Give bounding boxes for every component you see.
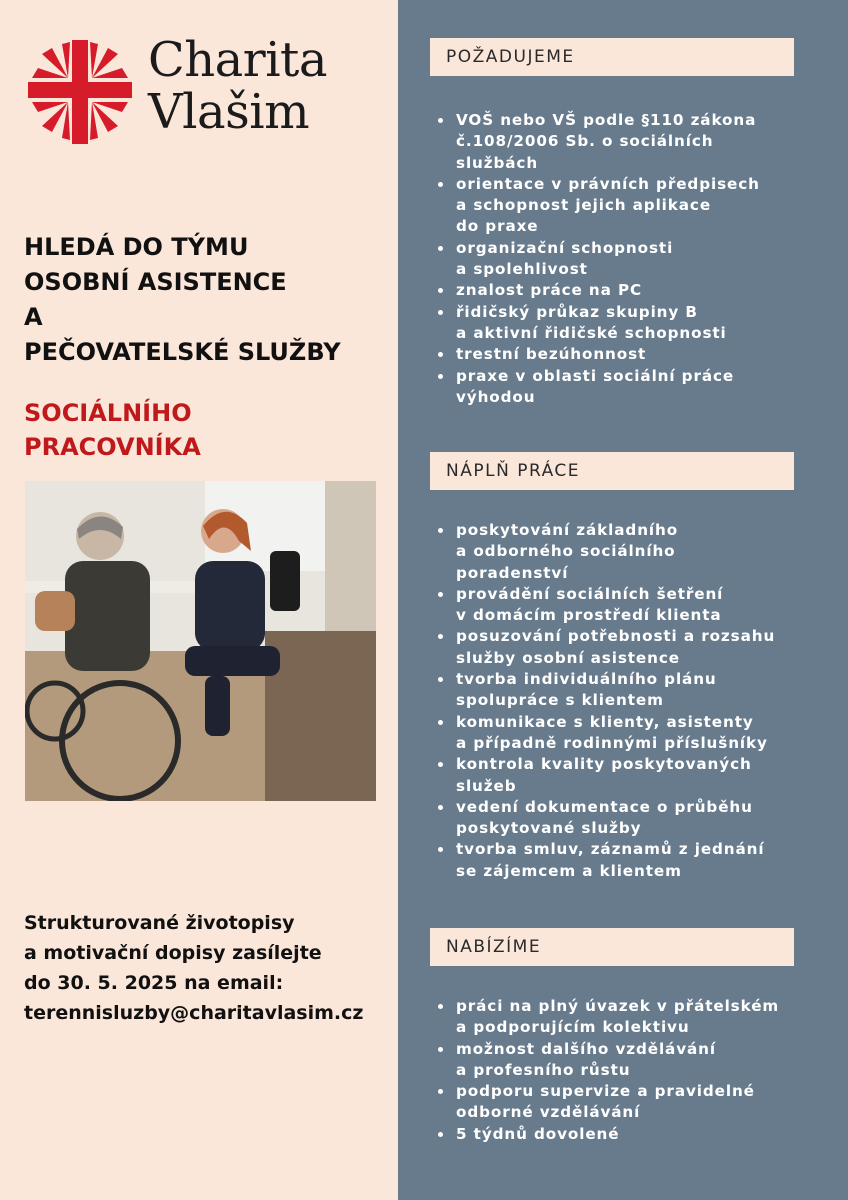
- list-item: tvorba smluv, záznamů z jednání se zájemcem a klientem: [436, 839, 796, 882]
- headline-line: HLEDÁ DO TÝMU: [24, 233, 249, 261]
- list-item: praxe v oblasti sociální práce výhodou: [436, 366, 796, 409]
- headline-line: PEČOVATELSKÉ SLUŽBY: [24, 338, 341, 366]
- list-item: řidičský průkaz skupiny B a aktivní řidičské schopnosti: [436, 302, 796, 345]
- list-item: práci na plný úvazek v přátelském a podporujícím kolektivu: [436, 996, 796, 1039]
- list-item: 5 týdnů dovolené: [436, 1124, 796, 1145]
- headline: [24, 230, 341, 370]
- team-photo: [25, 481, 376, 801]
- headline-line: A: [24, 303, 43, 331]
- duties-list: [436, 520, 796, 882]
- offer-list: [436, 996, 796, 1145]
- list-item: podporu supervize a pravidelné odborné vzdělávání: [436, 1081, 796, 1124]
- list-item: komunikace s klienty, asistenty a případně rodinnými příslušníky: [436, 712, 796, 755]
- list-item: znalost práce na PC: [436, 280, 796, 301]
- charita-cross-icon: [28, 40, 132, 144]
- list-item: tvorba individuálního plánu spolupráce s klientem: [436, 669, 796, 712]
- duties-heading: NÁPLŇ PRÁCE: [430, 452, 794, 490]
- charita-logo: [28, 32, 358, 150]
- list-item: poskytování základního a odborného sociálního poradenství: [436, 520, 796, 584]
- logo-wordmark: Charita Vlašim: [148, 32, 327, 140]
- offer-heading: NABÍZÍME: [430, 928, 794, 966]
- list-item: posuzování potřebnosti a rozsahu služby osobní asistence: [436, 626, 796, 669]
- list-item: orientace v právních předpisech a schopnost jejich aplikace do praxe: [436, 174, 796, 238]
- contact-email[interactable]: terennisluzby@charitavlasim.cz: [24, 1002, 364, 1024]
- list-item: vedení dokumentace o průběhu poskytované služby: [436, 797, 796, 840]
- requirements-list: [436, 110, 796, 408]
- headline-line: OSOBNÍ ASISTENCE: [24, 268, 287, 296]
- list-item: možnost dalšího vzdělávání a profesního růstu: [436, 1039, 796, 1082]
- list-item: VOŠ nebo VŠ podle §110 zákona č.108/2006 Sb. o sociálních službách: [436, 110, 796, 174]
- list-item: trestní bezúhonnost: [436, 344, 796, 365]
- position-title: SOCIÁLNÍHO PRACOVNÍKA: [24, 399, 201, 461]
- list-item: kontrola kvality poskytovaných služeb: [436, 754, 796, 797]
- requirements-heading: POŽADUJEME: [430, 38, 794, 76]
- contact-info: Strukturované životopisy a motivační dopisy zasílejte do 30. 5. 2025 na email: terennisluzby@charitavlasim.cz: [24, 908, 363, 1028]
- list-item: organizační schopnosti a spolehlivost: [436, 238, 796, 281]
- list-item: provádění sociálních šetření v domácím prostředí klienta: [436, 584, 796, 627]
